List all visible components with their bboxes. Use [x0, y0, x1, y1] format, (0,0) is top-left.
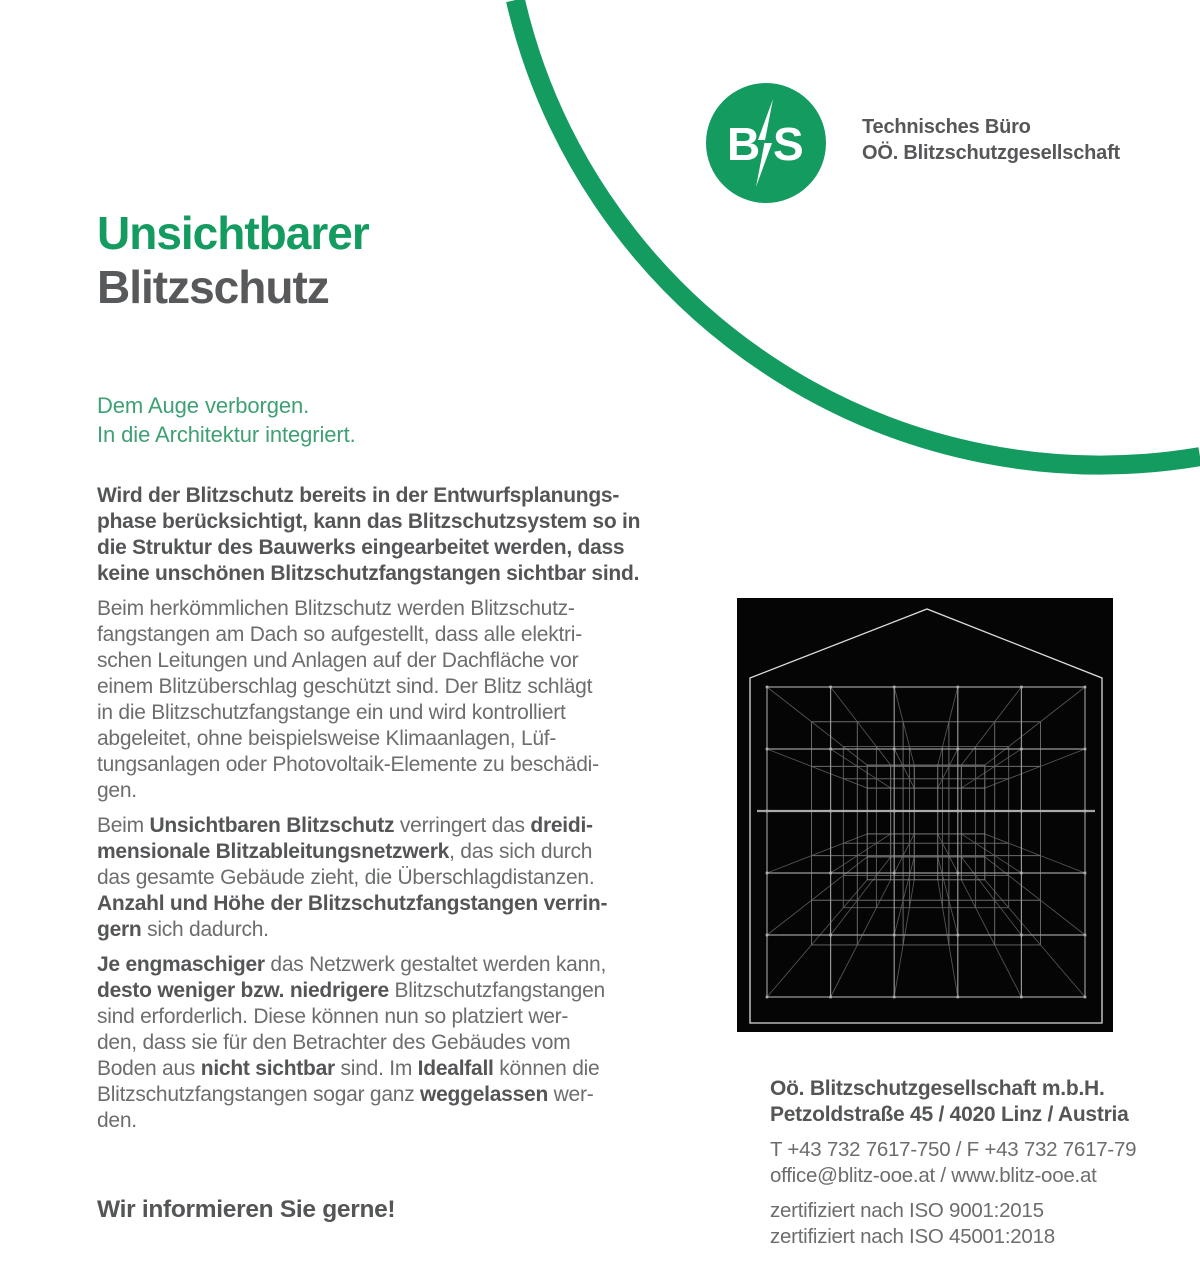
brand-name-line2: OÖ. Blitzschutzgesellschaft — [862, 142, 1120, 164]
body-copy — [97, 483, 672, 1143]
paragraph: Beim Unsichtbaren Blitzschutz verringert das dreidi- mensionale Blitzableitungsnetzwerk, das sich durch das gesamte Gebäude zieht, die Überschlagdistanzen. Anzahl und Höhe der Blitzschutzfangstangen verrin- gern sich dadurch. — [97, 814, 608, 941]
contact-company: Oö. Blitzschutzgesellschaft m.b.H. — [770, 1077, 1105, 1100]
subtitle-line1: Dem Auge verborgen. — [97, 393, 310, 418]
contact-phone-fax: T +43 732 7617-750 / F +43 732 7617-79 — [770, 1138, 1137, 1161]
contact-block — [770, 1076, 1180, 1259]
subtitle-line2: In die Architektur integriert. — [97, 422, 356, 447]
paragraph: Je engmaschiger das Netzwerk gestaltet werden kann, desto weniger bzw. niedrigere Blitzschutzfangstangen sind erforderlich. Diese können nun so platziert wer- den, dass sie für den Betrachter des Gebäudes vom Boden aus nicht sichtbar sind. Im Idealfall können die Blitzschutzfangstangen sogar ganz weggelassen wer- den. — [97, 953, 607, 1132]
contact-email-web[interactable]: office@blitz-ooe.at / www.blitz-ooe.at — [770, 1164, 1097, 1187]
contact-cert-iso45001: zertifiziert nach ISO 45001:2018 — [770, 1225, 1055, 1248]
subtitle — [97, 391, 356, 449]
wireframe-house-drawing — [737, 598, 1113, 1032]
wireframe-house-figure — [737, 598, 1113, 1032]
logo-letter-s: S — [773, 118, 804, 170]
company-logo — [706, 83, 826, 203]
logo-letter-b: B — [727, 118, 761, 170]
brand-name-line1: Technisches Büro — [862, 116, 1031, 138]
contact-cert-iso9001: zertifiziert nach ISO 9001:2015 — [770, 1199, 1044, 1222]
paragraph: Beim herkömmlichen Blitzschutz werden Blitzschutz- fangstangen am Dach so aufgestellt, dass alle elektri- schen Leitungen und Anlagen auf der Dachfläche vor einem Blitzüberschlag geschützt sind. Der Blitz schlägt in die Blitzschutzfangstange ein und wird kontrolliert abgeleitet, ohne beispielsweise Klimaanlagen, Lüf- tungsanlagen oder Photovoltaik-Elemente zu beschädi- gen. — [97, 597, 599, 802]
brand-name — [862, 114, 1120, 166]
headline-line1: Unsichtbarer — [97, 207, 369, 259]
headline — [97, 206, 369, 314]
cta-text: Wir informieren Sie gerne! — [97, 1196, 396, 1223]
paragraph: Wird der Blitzschutz bereits in der Entwurfsplanungs- phase berücksichtigt, kann das Blitzschutzsystem so in die Struktur des Bauwerks eingearbeitet werden, dass keine unschönen Blitzschutzfangstangen sichtbar sind. — [97, 484, 641, 585]
contact-address: Petzoldstraße 45 / 4020 Linz / Austria — [770, 1103, 1129, 1126]
headline-line2: Blitzschutz — [97, 261, 329, 313]
